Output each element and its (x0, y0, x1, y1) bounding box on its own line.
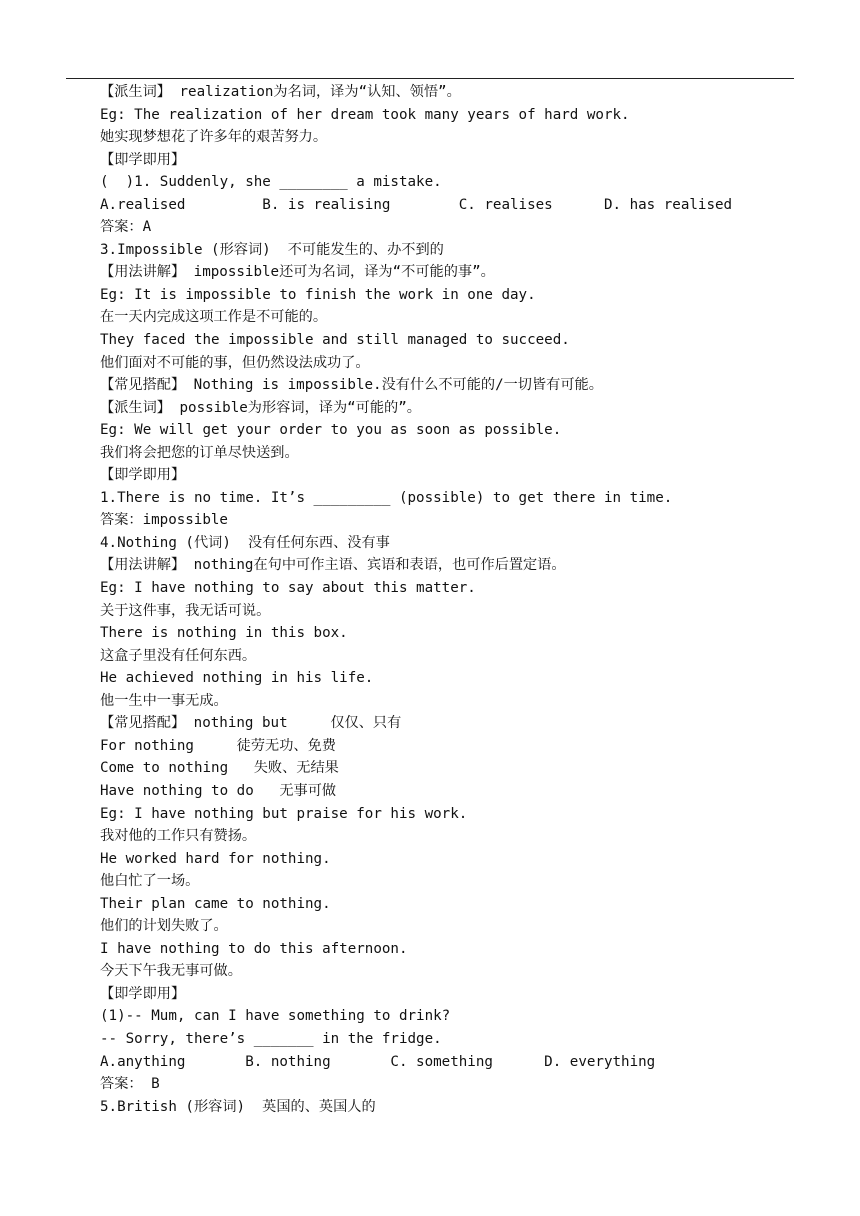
text-line: A.realised B. is realising C. realises D. has realised (100, 196, 733, 213)
text-line: 这盒子里没有任何东西。 (100, 647, 257, 664)
text-line: 答案：A (100, 219, 152, 236)
header-rule (66, 78, 794, 79)
text-line: Eg: It is impossible to finish the work in one day. (100, 286, 536, 303)
text-line: 他们的计划失败了。 (100, 918, 228, 935)
text-line: 【即学即用】 (100, 985, 186, 1002)
text-line: Have nothing to do 无事可做 (100, 782, 337, 799)
text-line: 4.Nothing (代词) 没有任何东西、没有事 (100, 534, 390, 551)
text-line: 3.Impossible (形容词) 不可能发生的、办不到的 (100, 241, 444, 258)
text-line: He worked hard for nothing. (100, 850, 331, 867)
text-line: 【派生词】 possible为形容词，译为“可能的”。 (100, 399, 421, 416)
text-line: For nothing 徒劳无功、免费 (100, 737, 336, 754)
text-line: 他一生中一事无成。 (100, 692, 228, 709)
text-line: Eg: We will get your order to you as soon as possible. (100, 422, 562, 439)
text-line: 他白忙了一场。 (100, 873, 200, 890)
text-line: ( )1. Suddenly, she ________ a mistake. (100, 174, 442, 191)
document-body (100, 81, 800, 1118)
text-line: There is nothing in this box. (100, 625, 348, 642)
text-line: 【即学即用】 (100, 467, 186, 484)
text-line: 我们将会把您的订单尽快送到。 (100, 444, 299, 461)
text-line: Come to nothing 失败、无结果 (100, 760, 339, 777)
text-line: Eg: The realization of her dream took many years of hard work. (100, 106, 630, 123)
text-line: I have nothing to do this afternoon. (100, 940, 408, 957)
text-line: 【派生词】 realization为名词，译为“认知、领悟”。 (100, 84, 461, 100)
text-line: 今天下午我无事可做。 (100, 963, 242, 980)
text-line: 关于这件事，我无话可说。 (100, 602, 271, 619)
text-line: (1)-- Mum, can I have something to drink? (100, 1008, 451, 1025)
text-line: 他们面对不可能的事，但仍然设法成功了。 (100, 354, 370, 371)
text-line: 【即学即用】 (100, 151, 186, 168)
text-line: 5.British (形容词) 英国的、英国人的 (100, 1098, 376, 1115)
text-line: 答案：impossible (100, 512, 228, 529)
text-line: 【常见搭配】 Nothing is impossible.没有什么不可能的/一切皆有可能。 (100, 377, 603, 394)
text-line: 【常见搭配】 nothing but 仅仅、只有 (100, 715, 402, 732)
text-line: A.anything B. nothing C. something D. everything (100, 1053, 656, 1070)
text-line: Eg: I have nothing to say about this matter. (100, 580, 476, 597)
text-line: -- Sorry, there’s _______ in the fridge. (100, 1030, 442, 1047)
text-line: 她实现梦想花了许多年的艰苦努力。 (100, 129, 328, 146)
text-line: 1.There is no time. It’s _________ (possible) to get there in time. (100, 489, 673, 506)
text-line: He achieved nothing in his life. (100, 670, 374, 687)
text-line: 答案： B (100, 1076, 160, 1093)
text-line: Eg: I have nothing but praise for his work. (100, 805, 468, 822)
text-line: 【用法讲解】 nothing在句中可作主语、宾语和表语，也可作后置定语。 (100, 557, 566, 574)
text-line: They faced the impossible and still managed to succeed. (100, 332, 570, 349)
text-line: Their plan came to nothing. (100, 895, 331, 912)
text-line: 【用法讲解】 impossible还可为名词，译为“不可能的事”。 (100, 264, 495, 281)
text-line: 在一天内完成这项工作是不可能的。 (100, 309, 328, 326)
text-line: 我对他的工作只有赞扬。 (100, 828, 257, 845)
